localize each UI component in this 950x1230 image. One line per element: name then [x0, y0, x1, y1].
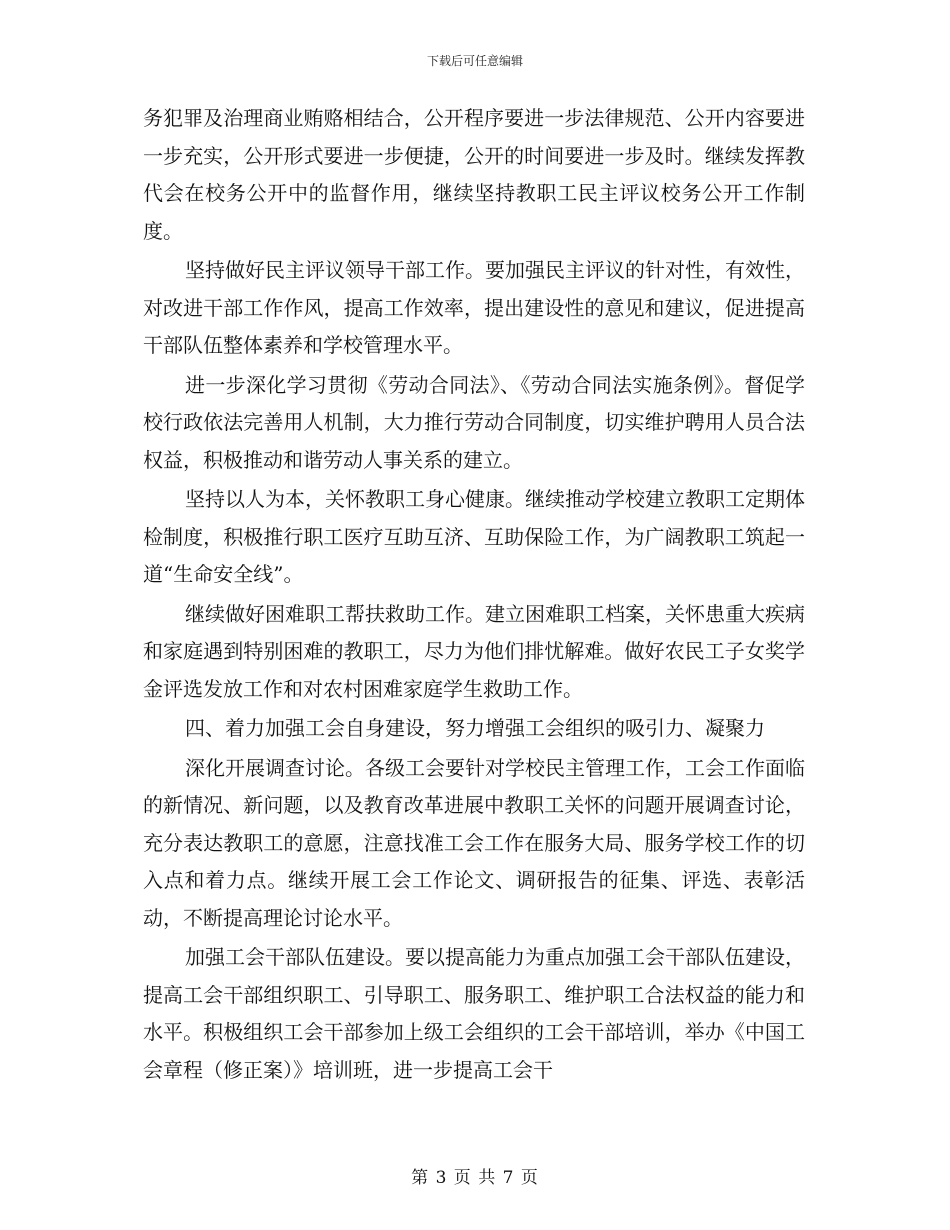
- page-number: 第 3 页 共 7 页: [411, 1168, 539, 1188]
- paragraph-1: 务犯罪及治理商业贿赂相结合，公开程序要进一步法律规范、公开内容要进一步充实，公开形式要进一步便捷，公开的时间要进一步及时。继续发挥教代会在校务公开中的监督作用，继续坚持教职工民主评议校务公开工作制度。: [143, 106, 805, 243]
- section-heading-4: 四、着力加强工会自身建设，努力增强工会组织的吸引力、凝聚力: [185, 716, 765, 740]
- paragraph-3: 进一步深化学习贯彻《劳动合同法》、《劳动合同法实施条例》。督促学校行政依法完善用人机制，大力推行劳动合同制度，切实维护聘用人员合法权益，积极推动和谐劳动人事关系的建立。: [143, 372, 805, 472]
- paragraph-4: 坚持以人为本，关怀教职工身心健康。继续推动学校建立教职工定期体检制度，积极推行职工医疗互助互济、互助保险工作，为广阔教职工筑起一道“生命安全线”。: [143, 487, 805, 586]
- paragraph-6: 深化开展调查讨论。各级工会要针对学校民主管理工作，工会工作面临的新情况、新问题，以及教育改革进展中教职工关怀的问题开展调查讨论，充分表达教职工的意愿，注意找准工会工作在服务大局、服务学校工作的切入点和着力点。继续开展工会工作论文、调研报告的征集、评选、表彰活动，不断提高理论讨论水平。: [143, 755, 805, 930]
- paragraph-7: 加强工会干部队伍建设。要以提高能力为重点加强工会干部队伍建设，提高工会干部组织职工、引导职工、服务职工、维护职工合法权益的能力和水平。积极组织工会干部参加上级工会组织的工会干部培训，举办《中国工会章程（修正案）》培训班，进一步提高工会干: [143, 945, 805, 1082]
- paragraph-5: 继续做好困难职工帮扶救助工作。建立困难职工档案，关怀患重大疾病和家庭遇到特别困难的教职工，尽力为他们排忧解难。做好农民工子女奖学金评选发放工作和对农村困难家庭学生救助工作。: [143, 601, 805, 701]
- document-body: [143, 100, 805, 1089]
- page-header: 下载后可任意编辑: [426, 54, 523, 68]
- paragraph-2: 坚持做好民主评议领导干部工作。要加强民主评议的针对性，有效性，对改进干部工作作风，提高工作效率，提出建设性的意见和建议，促进提高干部队伍整体素养和学校管理水平。: [143, 258, 805, 357]
